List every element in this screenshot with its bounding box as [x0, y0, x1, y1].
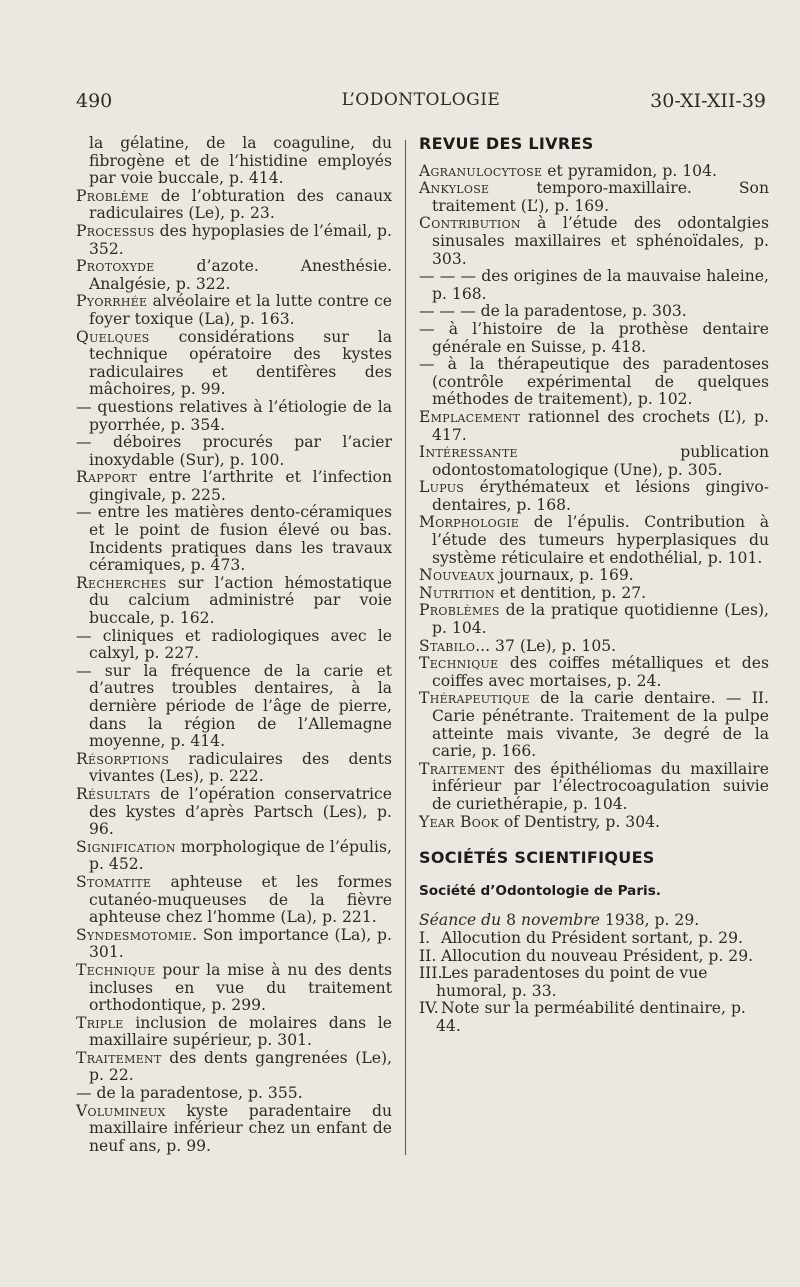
index-entry	[419, 567, 769, 585]
entry-text: journaux, p. 169.	[494, 566, 634, 585]
item-text: Allocution du Président sortant, p. 29.	[440, 928, 743, 947]
entry-text: des hypoplasies de l’émail, p. 352.	[89, 221, 392, 258]
entry-text: érythémateux et lésions gingivo-dentaires, p. 168.	[432, 478, 769, 514]
right-column	[419, 135, 769, 1036]
index-entry	[76, 839, 392, 874]
entry-text: pour la mise à nu des dents incluses en vue du traitement orthodontique, p. 299.	[89, 960, 392, 1015]
society-item	[419, 948, 769, 966]
index-entry	[76, 575, 392, 628]
entry-headword: Agranulocytose	[419, 161, 543, 180]
entry-headword: Lupus	[419, 478, 465, 497]
entry-text: de la carie dentaire. — II. Carie pénétrante. Traitement de la pulpe atteinte mais vivante, 3e degré de la carie, p. 166.	[432, 689, 769, 761]
page-number: 490	[76, 90, 113, 112]
journal-title: L’ODONTOLOGIE	[341, 90, 501, 110]
entry-headword: Résorptions	[76, 749, 170, 768]
entry-headword: Intéressante	[419, 443, 518, 462]
entry-text: . Son importance (La), p. 301.	[89, 925, 392, 962]
entry-text: — questions relatives à l’étiologie de la pyorrhée, p. 354.	[76, 397, 392, 434]
index-entry	[419, 814, 769, 832]
entry-headword: Quelques	[76, 327, 150, 346]
index-entry	[419, 761, 769, 814]
entry-text: — de la paradentose, p. 355.	[76, 1084, 303, 1103]
entry-text: et dentition, p. 27.	[494, 583, 647, 602]
society-item	[419, 930, 769, 948]
entry-text: de la pratique quotidienne (Les), p. 104.	[432, 601, 769, 638]
entry-headword: Triple	[76, 1013, 124, 1032]
entry-headword: Technique	[419, 654, 499, 673]
index-entry	[419, 514, 769, 567]
entry-text: des épithéliomas du maxillaire inférieur par l’électrocoagulation suivie de curiethérapie, p. 104.	[432, 759, 769, 813]
entry-headword: Stabilo	[419, 636, 476, 655]
index-entry	[76, 751, 392, 786]
entry-text: la gélatine, de la coaguline, du fibrogène et de l’histidine employés par voie buccale, p. 414.	[89, 134, 392, 188]
index-entry	[419, 585, 769, 603]
issue-date: 30-XI-XII-39	[650, 90, 766, 112]
entry-text: of Dentistry, p. 304.	[498, 812, 661, 831]
entry-text: — à l’histoire de la prothèse dentaire générale en Suisse, p. 418.	[419, 319, 769, 356]
entry-text: morphologique de l’épulis, p. 452.	[89, 837, 392, 874]
seance-year-page: 1938, p. 29.	[599, 911, 700, 930]
index-entry	[419, 321, 769, 356]
index-entry	[419, 356, 769, 409]
entry-text: considérations sur la technique opératoire des kystes radiculaires et dentifères des mâchoires, p. 99.	[89, 327, 392, 399]
entry-text: publication odontostomatologique (Une), p. 305.	[432, 443, 769, 479]
index-entry	[419, 444, 769, 479]
society-item	[419, 965, 769, 1000]
entry-text: sur l’action hémostatique du calcium administré par voie buccale, p. 162.	[89, 573, 392, 628]
entry-headword: Processus	[76, 221, 155, 240]
entry-text: — — — de la paradentose, p. 303.	[419, 302, 687, 321]
entry-text: rationnel des crochets (L’), p. 417.	[432, 407, 769, 444]
index-entry	[76, 1015, 392, 1050]
entry-text: — cliniques et radiologiques avec le calxyl, p. 227.	[76, 626, 392, 663]
societes-heading: SOCIÉTÉS SCIENTIFIQUES	[419, 848, 655, 868]
entry-headword: Problèmes	[419, 601, 500, 620]
entry-headword: Traitement	[76, 1048, 162, 1067]
entry-headword: Thérapeutique	[419, 689, 530, 708]
entry-text: à l’étude des odontalgies sinusales maxillaires et sphénoïdales, p. 303.	[432, 214, 769, 268]
item-text: Allocution du nouveau Président, p. 29.	[440, 946, 754, 965]
entry-headword: Protoxyde	[76, 257, 155, 276]
revue-entries	[419, 163, 769, 832]
index-entry	[76, 628, 392, 663]
index-entry	[76, 469, 392, 504]
entry-headword: Year Book	[419, 812, 499, 831]
entry-headword: Emplacement	[419, 407, 521, 426]
index-entry	[76, 927, 392, 962]
item-number: III.	[419, 964, 443, 983]
index-entry	[76, 293, 392, 328]
item-text: Les paradentoses du point de vue humoral, p. 33.	[436, 964, 708, 1000]
entry-headword: Ankylose	[419, 179, 490, 198]
index-entry	[76, 1050, 392, 1085]
entry-headword: Morphologie	[419, 513, 520, 532]
seance-month: novembre	[521, 911, 600, 930]
revue-heading: REVUE DES LIVRES	[419, 134, 594, 153]
item-number: II.	[419, 946, 437, 965]
item-text: Note sur la perméabilité dentinaire, p. 44.	[436, 999, 746, 1035]
item-number: IV.	[419, 999, 439, 1018]
index-entry	[419, 268, 769, 303]
entry-headword: Traitement	[419, 759, 505, 778]
entry-text: aphteuse et les formes cutanéo-muqueuses de la fièvre aphteuse chez l’homme (La), p. 221.	[89, 872, 392, 927]
index-entry	[419, 409, 769, 444]
index-entry	[419, 163, 769, 181]
index-entry	[76, 399, 392, 434]
entry-headword: Recherches	[76, 573, 167, 592]
index-entry	[419, 180, 769, 215]
society-items	[419, 930, 769, 1036]
entry-headword: Pyorrhée	[76, 292, 148, 311]
index-entry	[76, 188, 392, 223]
entry-text: — — — des origines de la mauvaise haleine, p. 168.	[419, 267, 769, 303]
page-header	[76, 90, 766, 116]
entry-text: des dents gangrenées (Le), p. 22.	[89, 1048, 392, 1085]
entry-text: de l’opération conservatrice des kystes d’après Partsch (Les), p. 96.	[89, 784, 392, 839]
entry-text: et pyramidon, p. 104.	[542, 161, 717, 180]
index-entry	[76, 663, 392, 751]
entry-text: ... 37 (Le), p. 105.	[475, 636, 617, 655]
entry-headword: Signification	[76, 837, 176, 856]
index-entry	[76, 329, 392, 399]
index-entry	[419, 303, 769, 321]
society-item	[419, 1000, 769, 1035]
entry-headword: Problème	[76, 186, 149, 205]
index-entry	[419, 602, 769, 637]
entry-headword: Stomatite	[76, 872, 152, 891]
entry-text: radiculaires des dents vivantes (Les), p. 222.	[89, 749, 392, 786]
entry-text: alvéolaire et la lutte contre ce foyer toxique (La), p. 163.	[89, 292, 392, 328]
index-entry	[419, 479, 769, 514]
entry-text: de l’obturation des canaux radiculaires (Le), p. 23.	[89, 186, 392, 223]
society-name: Société d’Odontologie de Paris.	[419, 882, 661, 899]
entry-headword: Technique	[76, 960, 156, 979]
index-entry	[419, 638, 769, 656]
entry-text: kyste paradentaire du maxillaire inférieur chez un enfant de neuf ans, p. 99.	[89, 1101, 392, 1155]
entry-text: des coiffes métalliques et des coiffes avec mortaises, p. 24.	[432, 654, 769, 690]
index-entry	[76, 258, 392, 293]
index-entry	[419, 690, 769, 760]
column-divider	[405, 140, 406, 1155]
index-entry	[76, 1103, 392, 1156]
entry-text: de l’épulis. Contribution à l’étude des tumeurs hyperplasiques du système réticulaire et endothélial, p. 101.	[432, 513, 769, 567]
entry-headword: Syndesmotomie	[76, 925, 193, 944]
seance-line	[419, 912, 769, 930]
entry-headword: Volumineux	[76, 1101, 166, 1120]
left-column	[76, 135, 392, 1155]
entry-text: — entre les matières dento-céramiques et le point de fusion élevé ou bas. Incidents pratiques dans les travaux céramiques, p. 473.	[76, 503, 392, 575]
entry-headword: Nutrition	[419, 583, 495, 602]
entry-text: — déboires procurés par l’acier inoxydable (Sur), p. 100.	[76, 433, 392, 469]
index-entry	[419, 655, 769, 690]
entry-headword: Résultats	[76, 784, 151, 803]
entry-text: — sur la fréquence de la carie et d’autres troubles dentaires, à la dernière période de l’âge de pierre, dans la région de l’Allemagne moyenne, p. 414.	[76, 661, 392, 751]
entry-headword: Contribution	[419, 214, 521, 233]
entry-headword: Nouveaux	[419, 566, 495, 585]
index-entry	[76, 962, 392, 1015]
index-entry	[76, 1085, 392, 1103]
entry-headword: Rapport	[76, 468, 138, 487]
item-number: I.	[419, 928, 431, 947]
index-entry	[76, 504, 392, 574]
index-entry	[76, 434, 392, 469]
index-entry	[76, 135, 392, 188]
entry-text: inclusion de molaires dans le maxillaire supérieur, p. 301.	[89, 1013, 392, 1050]
seance-label: Séance du	[419, 911, 502, 930]
index-entry	[76, 874, 392, 927]
index-entry	[76, 223, 392, 258]
entry-text: d’azote. Anesthésie. Analgésie, p. 322.	[89, 257, 392, 293]
index-entry	[419, 215, 769, 268]
entry-text: entre l’arthrite et l’infection gingivale, p. 225.	[89, 468, 392, 504]
entry-text: temporo-maxillaire. Son traitement (L’), p. 169.	[432, 179, 769, 215]
entry-text: — à la thérapeutique des paradentoses (contrôle expérimental de quelques méthodes de traitement), p. 102.	[419, 355, 769, 409]
seance-day: 8	[501, 911, 522, 930]
index-entry	[76, 786, 392, 839]
